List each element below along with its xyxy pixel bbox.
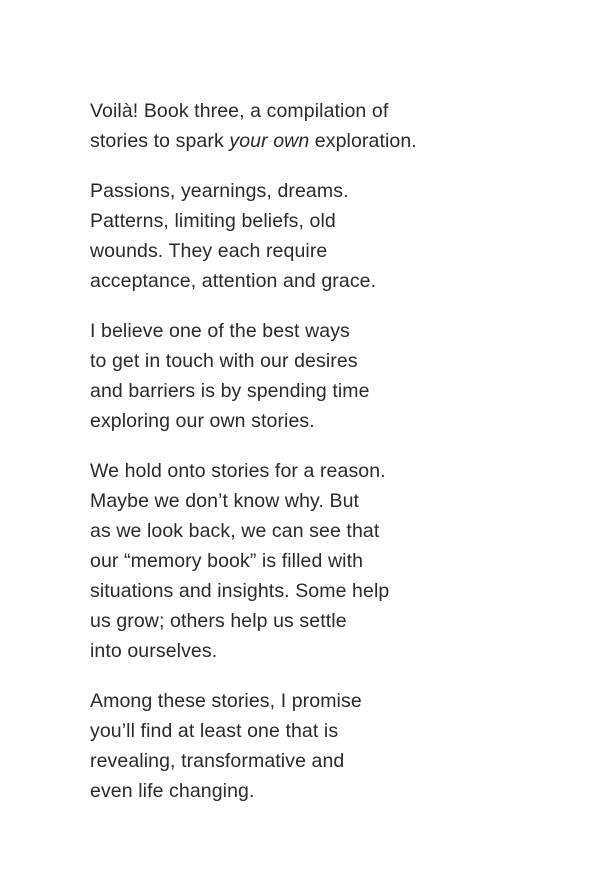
paragraph-promise xyxy=(90,686,550,806)
text-line: you’ll find at least one that is xyxy=(90,720,339,742)
text-line: Passions, yearnings, dreams. xyxy=(90,180,349,202)
text-line: as we look back, we can see that xyxy=(90,520,380,542)
text-line: and barriers is by spending time xyxy=(90,380,370,402)
text-line: I believe one of the best ways xyxy=(90,320,350,342)
emphasis-text: your own xyxy=(229,130,310,152)
text-line: Voilà! Book three, a compilation of xyxy=(90,100,389,122)
paragraph-passions xyxy=(90,176,550,296)
text-line: even life changing. xyxy=(90,780,255,802)
text-line: We hold onto stories for a reason. xyxy=(90,460,386,482)
text-line: revealing, transformative and xyxy=(90,750,345,772)
text-line: Patterns, limiting beliefs, old xyxy=(90,210,336,232)
text-line: our “memory book” is filled with xyxy=(90,550,364,572)
text-segment: stories to spark xyxy=(90,130,230,152)
text-line: situations and insights. Some help xyxy=(90,580,390,602)
text-line: to get in touch with our desires xyxy=(90,350,358,372)
text-line: Among these stories, I promise xyxy=(90,690,362,712)
text-line: into ourselves. xyxy=(90,640,218,662)
text-line: wounds. They each require xyxy=(90,240,328,262)
text-line: acceptance, attention and grace. xyxy=(90,270,377,292)
text-segment: exploration. xyxy=(309,130,417,152)
body-text xyxy=(90,96,550,826)
text-line: Maybe we don’t know why. But xyxy=(90,490,360,512)
paragraph-memory xyxy=(90,456,550,666)
paragraph-belief xyxy=(90,316,550,436)
text-line: us grow; others help us settle xyxy=(90,610,347,632)
text-line: exploring our own stories. xyxy=(90,410,315,432)
paragraph-intro xyxy=(90,96,550,156)
text-line xyxy=(90,126,550,156)
